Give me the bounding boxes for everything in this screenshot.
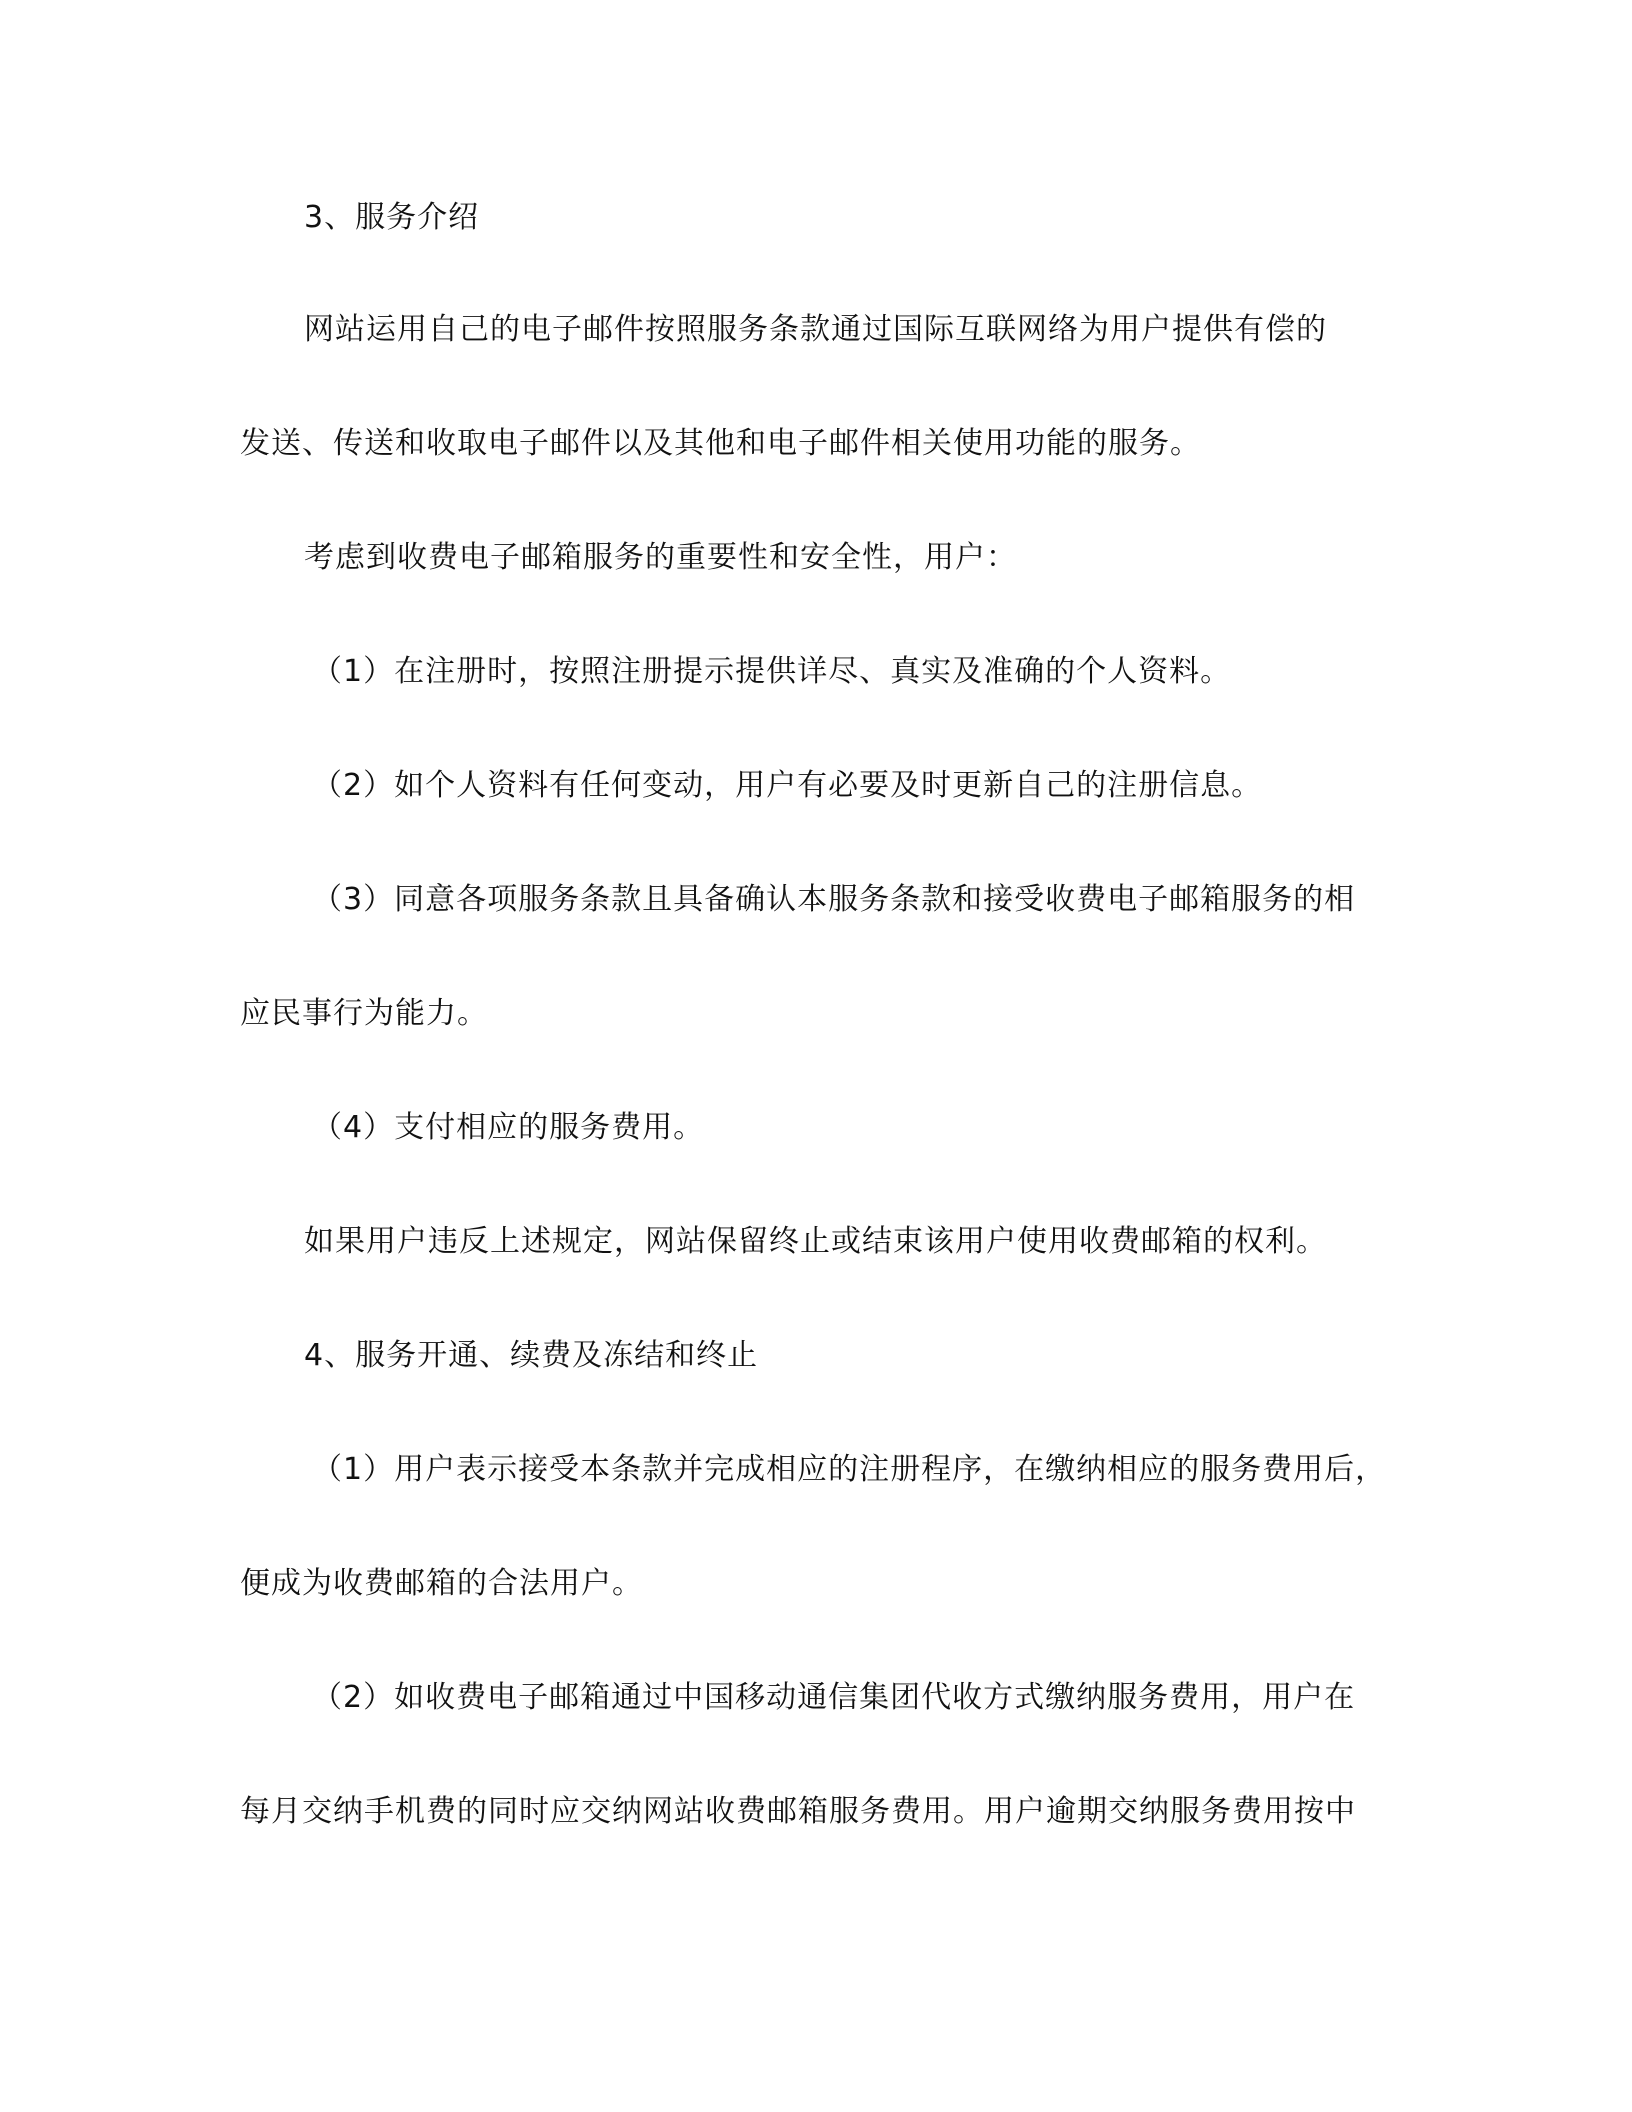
- paragraph-line: 如果用户违反上述规定，网站保留终止或结束该用户使用收费邮箱的权利。: [304, 1224, 1327, 1259]
- list-item-2: （2）如收费电子邮箱通过中国移动通信集团代收方式缴纳服务费用，用户在: [312, 1680, 1356, 1715]
- list-item-4: （4）支付相应的服务费用。: [312, 1110, 705, 1145]
- paragraph-line: 网站运用自己的电子邮件按照服务条款通过国际互联网络为用户提供有偿的: [304, 312, 1327, 347]
- list-item-1: （1）在注册时，按照注册提示提供详尽、真实及准确的个人资料。: [312, 654, 1232, 689]
- section-heading-3: 3、服务介绍: [304, 200, 480, 235]
- list-item-2-continued: 每月交纳手机费的同时应交纳网站收费邮箱服务费用。用户逾期交纳服务费用按中: [240, 1794, 1356, 1829]
- list-item-1-continued: 便成为收费邮箱的合法用户。: [240, 1566, 643, 1601]
- list-item-2: （2）如个人资料有任何变动，用户有必要及时更新自己的注册信息。: [312, 768, 1263, 803]
- list-item-1: （1）用户表示接受本条款并完成相应的注册程序，在缴纳相应的服务费用后，: [312, 1452, 1387, 1487]
- section-heading-4: 4、服务开通、续费及冻结和终止: [304, 1338, 759, 1373]
- paragraph-line: 考虑到收费电子邮箱服务的重要性和安全性，用户：: [304, 540, 1017, 575]
- paragraph-line: 发送、传送和收取电子邮件以及其他和电子邮件相关使用功能的服务。: [240, 426, 1201, 461]
- list-item-3: （3）同意各项服务条款且具备确认本服务条款和接受收费电子邮箱服务的相: [312, 882, 1356, 917]
- list-item-3-continued: 应民事行为能力。: [240, 996, 488, 1031]
